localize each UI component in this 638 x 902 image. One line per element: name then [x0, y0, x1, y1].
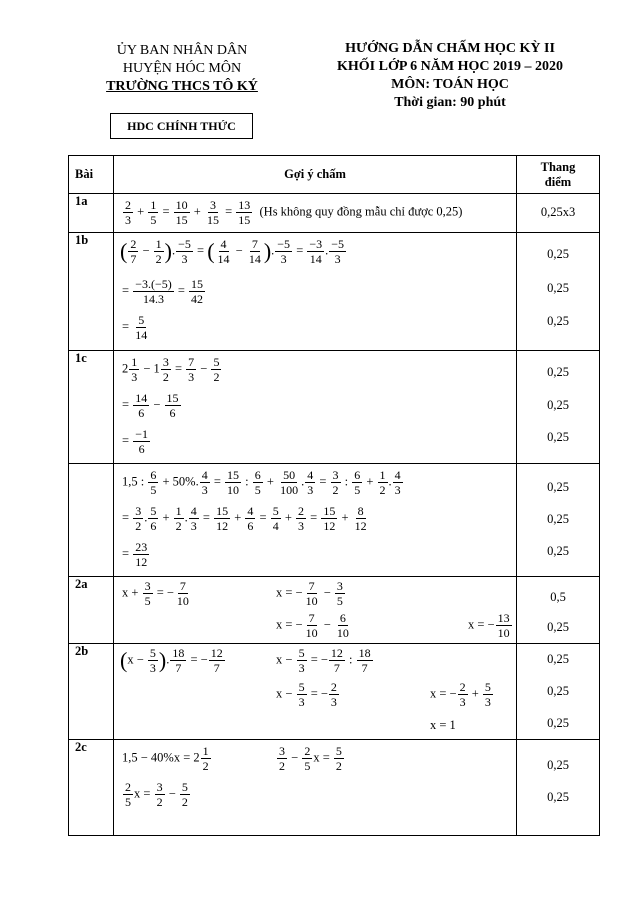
table-row: [69, 464, 600, 577]
math-line: ( $\frac{2}{7}$ − $\frac{1}{2}$ ). $\frac{-5}{3}$ = ( $\frac{4}{14}$ − $\frac{7}{14}$ ). $\frac{-5}{3}$ = $\frac{-3}{14}$ . $\frac{-5}{3}$: [120, 237, 345, 266]
math-line: = $\frac{-3.(-5)}{14.3}$ = $\frac{15}{42}$: [122, 277, 204, 306]
score: 0,25: [547, 480, 569, 494]
subject: MÔN: TOÁN HỌC: [391, 77, 509, 92]
score: 0,25: [547, 684, 569, 698]
score: 0,25: [547, 430, 569, 444]
row-label: [69, 464, 114, 577]
table-row: [69, 194, 600, 233]
score: 0,25: [547, 652, 569, 666]
score: 0,25: [547, 544, 569, 558]
header-right: [300, 40, 600, 112]
score: 0,25: [547, 620, 569, 634]
score: 0,25: [547, 365, 569, 379]
math-line: x − $\frac{5}{3}$ = − $\frac{2}{3}$: [276, 680, 337, 709]
score: 0,25: [547, 247, 569, 261]
row-label: 1c: [69, 351, 114, 464]
math-line: $\frac{2}{3}$ + $\frac{1}{5}$ = $\frac{10}{15}$ + $\frac{3}{15}$ = $\frac{13}{15}$ (Hs không quy đồng mẫu chỉ được 0,25): [125, 198, 463, 227]
math-line: (x − $\frac{5}{3}$ ). $\frac{18}{7}$ = − $\frac{12}{7}$: [120, 646, 223, 675]
row-label: 2c: [69, 740, 114, 836]
score: 0,25: [547, 716, 569, 730]
score: 0,25: [547, 281, 569, 295]
doc-title: HƯỚNG DẪN CHẤM HỌC KỲ II: [345, 41, 555, 56]
math-line: $\frac{3}{2}$ − $\frac{2}{5}$ x = $\frac{5}{2}$: [279, 744, 342, 773]
row-label: 1a: [69, 194, 114, 233]
district-name: HUYỆN HÓC MÔN: [122, 61, 242, 76]
table-row: [69, 644, 600, 740]
math-line: x = − $\frac{7}{10}$ − $\frac{3}{5}$: [276, 579, 343, 608]
col-thang-diem: Thang điểm: [517, 156, 600, 194]
official-box: HDC CHÍNH THỨC: [110, 113, 253, 139]
score: 0,25: [547, 790, 569, 804]
math-line: $\frac{2}{5}$ x = $\frac{3}{2}$ − $\frac{5}{2}$: [125, 780, 188, 809]
row-label: 2a: [69, 577, 114, 644]
score: 0,25x3: [540, 205, 576, 219]
math-line: = $\frac{3}{2}$ . $\frac{5}{6}$ + $\frac{1}{2}$ . $\frac{4}{3}$ = $\frac{15}{12}$ + $\frac{4}{6}$ = $\frac{5}{4}$ + $\frac{2}{3}$ = $\frac{15}{12}$ + $\frac{8}{12}$: [122, 504, 367, 533]
score: 0,25: [547, 398, 569, 412]
math-line: 2 $\frac{1}{3}$ − 1 $\frac{3}{2}$ = $\frac{7}{3}$ − $\frac{5}{2}$: [122, 355, 220, 384]
committee-name: ỦY BAN NHÂN DÂN: [116, 43, 248, 58]
table-row: [69, 233, 600, 351]
col-bai: Bài: [69, 156, 114, 194]
math-line: x = − $\frac{13}{10}$: [468, 611, 510, 640]
score: 0,25: [547, 512, 569, 526]
math-line: = $\frac{23}{12}$: [122, 540, 148, 569]
math-line: = $\frac{14}{6}$ − $\frac{15}{6}$: [122, 391, 179, 420]
math-line: x + $\frac{3}{5}$ = − $\frac{7}{10}$: [122, 579, 189, 608]
header-left: [72, 42, 292, 96]
school-name: TRƯỜNG THCS TÔ KÝ: [106, 79, 258, 94]
grading-table: [68, 155, 600, 836]
col-goi-y: Gợi ý chấm: [114, 156, 517, 194]
math-line: x − $\frac{5}{3}$ = − $\frac{12}{7}$ : $\frac{18}{7}$: [276, 646, 371, 675]
math-line: 1,5 − 40%x = 2 $\frac{1}{2}$: [122, 744, 209, 773]
math-line: x = 1: [430, 718, 456, 732]
duration: Thời gian: 90 phút: [394, 95, 506, 110]
score: 0,5: [550, 590, 566, 604]
table-row: [69, 577, 600, 644]
row-label: 2b: [69, 644, 114, 740]
math-line: = $\frac{5}{14}$: [122, 313, 148, 342]
math-line: x = − $\frac{2}{3}$ + $\frac{5}{3}$: [430, 680, 491, 709]
score: 0,25: [547, 758, 569, 772]
table-row: [69, 740, 600, 836]
grade-year: KHỐI LỚP 6 NĂM HỌC 2019 – 2020: [337, 59, 563, 74]
score: 0,25: [547, 314, 569, 328]
math-line: 1,5 : $\frac{6}{5}$ + 50%. $\frac{4}{3}$ = $\frac{15}{10}$ : $\frac{6}{5}$ + $\frac{50}{100}$ . $\frac{4}{3}$ = $\frac{3}{2}$ : $\frac{6}{5}$ + $\frac{1}{2}$ . $\frac{4}{3}$: [122, 468, 401, 497]
row-label: 1b: [69, 233, 114, 351]
math-line: x = − $\frac{7}{10}$ − $\frac{6}{10}$: [276, 611, 349, 640]
note: (Hs không quy đồng mẫu chỉ được 0,25): [259, 204, 463, 219]
table-row: [69, 351, 600, 464]
math-line: = $\frac{-1}{6}$: [122, 427, 148, 456]
